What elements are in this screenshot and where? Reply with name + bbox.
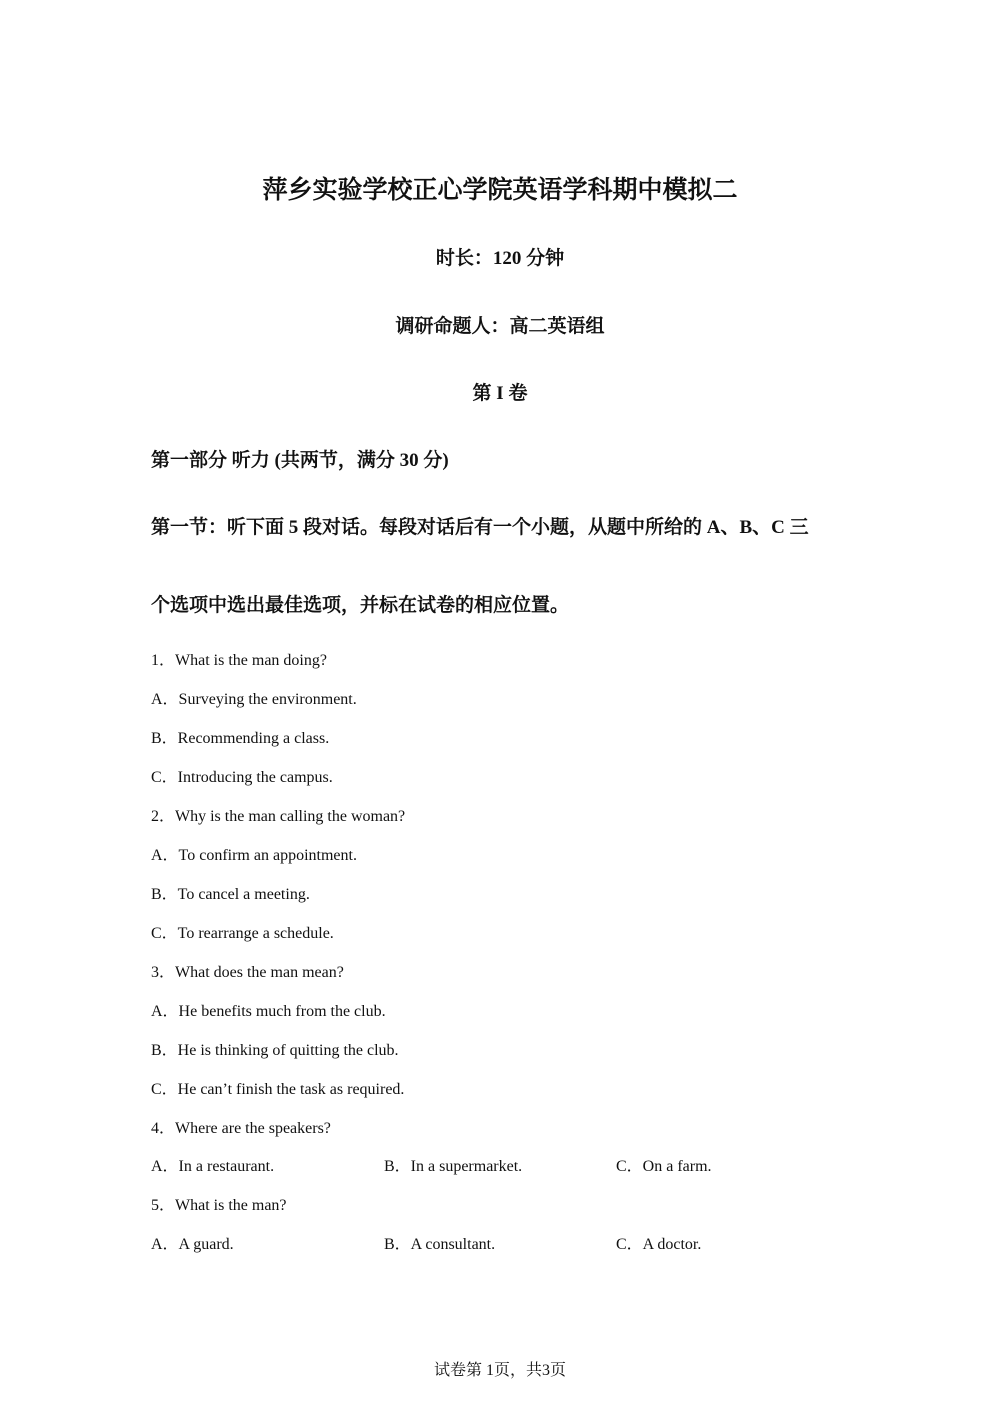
- question-stem: 5．What is the man?: [151, 1197, 287, 1214]
- answer-option: C．To rearrange a schedule.: [151, 925, 334, 942]
- section-instruction-line1: 第一节：听下面 5 段对话。每段对话后有一个小题，从题中所给的 A、B、C 三: [151, 517, 809, 538]
- exam-duration: 时长：120 分钟: [435, 248, 565, 269]
- part-heading: 第一部分 听力 (共两节，满分 30 分): [151, 450, 449, 471]
- page-footer: 试卷第 1页，共3页: [433, 1362, 566, 1379]
- answer-option: C．A doctor.: [616, 1236, 702, 1253]
- answer-option: A．A guard.: [151, 1236, 234, 1253]
- volume-label: 第 I 卷: [472, 383, 528, 404]
- question-stem: 1．What is the man doing?: [151, 652, 327, 669]
- answer-option: A．To confirm an appointment.: [151, 847, 357, 864]
- answer-option: B．He is thinking of quitting the club.: [151, 1042, 399, 1059]
- question-stem: 3．What does the man mean?: [151, 964, 344, 981]
- answer-option: A．He benefits much from the club.: [151, 1003, 386, 1020]
- answer-option: C．Introducing the campus.: [151, 769, 333, 786]
- answer-option: A．Surveying the environment.: [151, 691, 357, 708]
- answer-option: B．A consultant.: [384, 1236, 496, 1253]
- answer-option: C．He can’t finish the task as required.: [151, 1081, 405, 1098]
- section-instruction-line2: 个选项中选出最佳选项，并标在试卷的相应位置。: [151, 595, 570, 616]
- question-stem: 4．Where are the speakers?: [151, 1120, 331, 1137]
- exam-title: 萍乡实验学校正心学院英语学科期中模拟二: [262, 177, 738, 204]
- question-stem: 2．Why is the man calling the woman?: [151, 808, 406, 825]
- exam-author: 调研命题人：高二英语组: [395, 316, 605, 337]
- answer-option: B．In a supermarket.: [384, 1158, 523, 1175]
- answer-option: B．Recommending a class.: [151, 730, 330, 747]
- answer-option: C．On a farm.: [616, 1158, 712, 1175]
- answer-option: A．In a restaurant.: [151, 1158, 275, 1175]
- answer-option: B．To cancel a meeting.: [151, 886, 310, 903]
